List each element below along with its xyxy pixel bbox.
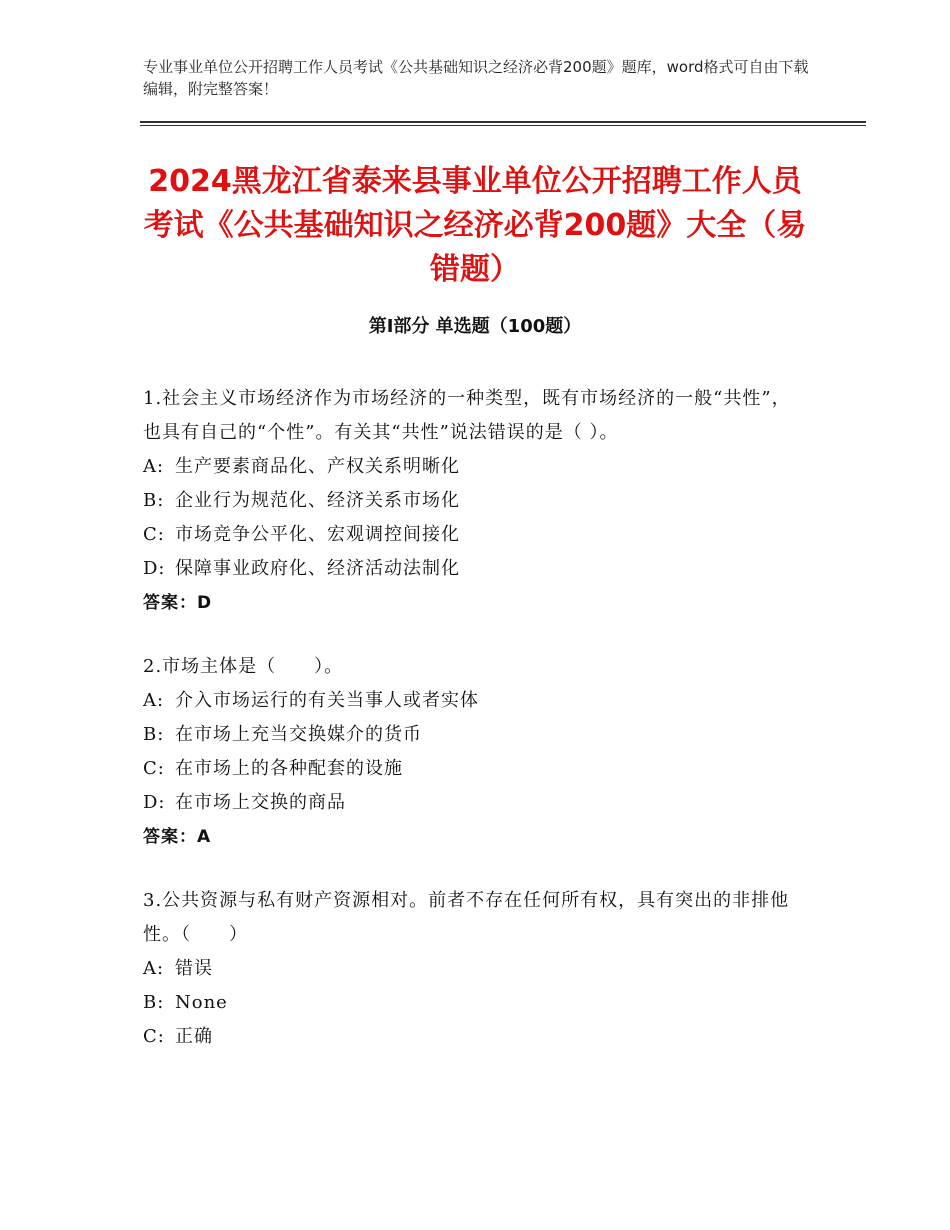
option-key: C: — [143, 524, 165, 545]
option-c — [143, 1020, 803, 1054]
option-b — [143, 484, 803, 518]
question-1 — [143, 382, 803, 620]
option-text: 在市场上交换的商品 — [175, 792, 346, 813]
option-key: B: — [143, 992, 165, 1013]
answer-label: 答案：D — [143, 593, 213, 613]
option-key: D: — [143, 792, 166, 813]
option-key: C: — [143, 758, 165, 779]
option-key: B: — [143, 724, 165, 745]
question-2 — [143, 650, 803, 854]
question-3 — [143, 884, 803, 1054]
option-key: A: — [143, 958, 165, 979]
option-key: D: — [143, 558, 166, 579]
option-text: 正确 — [175, 1026, 213, 1047]
answer-label: 答案：A — [143, 827, 212, 847]
option-text: 市场竞争公平化、宏观调控间接化 — [175, 524, 460, 545]
option-key: A: — [143, 456, 165, 477]
option-c — [143, 752, 803, 786]
option-text: 生产要素商品化、产权关系明晰化 — [175, 456, 460, 477]
option-text: 保障事业政府化、经济活动法制化 — [175, 558, 460, 579]
option-key: B: — [143, 490, 165, 511]
option-b — [143, 986, 803, 1020]
section-title: 第Ⅰ部分 单选题（100题） — [368, 316, 582, 337]
header-note: 专业事业单位公开招聘工作人员考试《公共基础知识之经济必背200题》题库，word格式可自由下载编辑，附完整答案！ — [143, 58, 809, 98]
header-divider — [140, 121, 866, 123]
option-d — [143, 552, 803, 586]
option-text: None — [175, 992, 228, 1013]
option-a — [143, 450, 803, 484]
question-stem: 3.公共资源与私有财产资源相对。前者不存在任何所有权，具有突出的非排他性。（ ） — [143, 890, 790, 945]
question-list — [143, 382, 803, 1084]
document-title: 2024黑龙江省泰来县事业单位公开招聘工作人员考试《公共基础知识之经济必背200题》大全（易错题） — [143, 164, 807, 287]
header-divider-thin — [140, 125, 866, 126]
option-d — [143, 786, 803, 820]
option-c — [143, 518, 803, 552]
option-text: 介入市场运行的有关当事人或者实体 — [175, 690, 479, 711]
option-a — [143, 952, 803, 986]
option-key: C: — [143, 1026, 165, 1047]
question-stem: 2.市场主体是（ ）。 — [143, 656, 344, 677]
question-stem: 1.社会主义市场经济作为市场经济的一种类型，既有市场经济的一般“共性”，也具有自己的“个性”。有关其“共性”说法错误的是（ ）。 — [143, 388, 791, 443]
option-a — [143, 684, 803, 718]
option-text: 错误 — [175, 958, 213, 979]
option-b — [143, 718, 803, 752]
option-key: A: — [143, 690, 165, 711]
option-text: 在市场上的各种配套的设施 — [175, 758, 403, 779]
option-text: 在市场上充当交换媒介的货币 — [175, 724, 422, 745]
option-text: 企业行为规范化、经济关系市场化 — [175, 490, 460, 511]
